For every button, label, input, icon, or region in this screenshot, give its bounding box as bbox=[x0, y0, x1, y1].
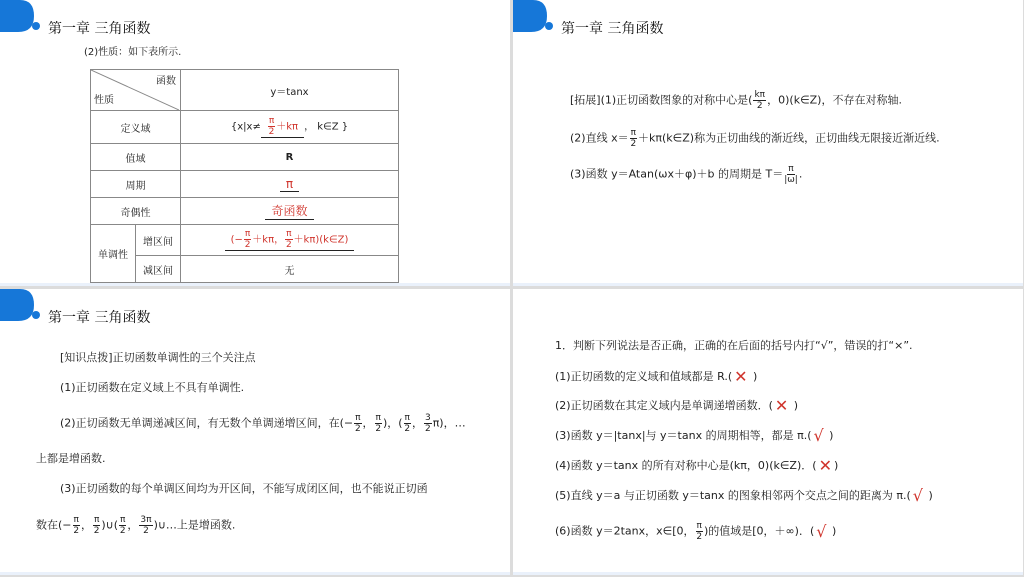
mono-label: 单调性 bbox=[91, 225, 136, 283]
tip-point-2-cont: 上都是增函数. bbox=[36, 452, 106, 465]
judge-item-6: (6)函数 y＝2tanx，x∈[0， $\frac{\pi}{2}$ )的值域是[0，＋∞)．( √ ) bbox=[555, 521, 837, 542]
judge-item-3: (3)函数 y＝|tanx|与 y＝tanx 的周期相等，都是 π.( √ ) bbox=[555, 426, 834, 445]
parity-label: 奇偶性 bbox=[91, 198, 181, 225]
slide-1 bbox=[0, 0, 510, 286]
chapter-title: 第一章 三角函数 bbox=[48, 21, 151, 37]
period-value: π bbox=[181, 171, 399, 198]
period-label: 周期 bbox=[91, 171, 181, 198]
domain-label: 定义域 bbox=[91, 111, 181, 144]
check-mark: √ bbox=[912, 486, 923, 505]
intro-text: (2)性质：如下表所示. bbox=[84, 47, 182, 58]
judge-item-1: (1)正切函数的定义域和值域都是 R.( ✕ ) bbox=[555, 367, 758, 386]
wrong-mark: ✕ bbox=[734, 367, 748, 386]
domain-value: {x|x≠ $\frac{\pi}{2}$ ＋kπ ， k∈Z } bbox=[181, 111, 399, 144]
tip-point-3: (3)正切函数的每个单调区间均为开区间，不能写成闭区间，也不能说正切函 bbox=[60, 482, 428, 495]
corner-decoration bbox=[513, 0, 553, 32]
check-mark: √ bbox=[816, 521, 827, 541]
corner-decoration bbox=[0, 0, 40, 32]
func-header: y＝tanx bbox=[181, 70, 399, 111]
inc-value: (− $\frac{\pi}{2}$ ＋kπ， $\frac{\pi}{2}$ ＋kπ)(k∈Z) bbox=[181, 225, 399, 256]
extension-line-1: [拓展](1)正切函数图象的对称中心是( $\frac{k\pi}{2}$ ，0)(k∈Z)，不存在对称轴. bbox=[570, 90, 902, 111]
dec-value: 无 bbox=[181, 256, 399, 283]
extension-line-2: (2)直线 x＝ $\frac{\pi}{2}$ ＋kπ(k∈Z)称为正切曲线的渐近线，正切曲线无限接近渐近线. bbox=[570, 128, 940, 149]
judge-item-4: (4)函数 y＝tanx 的所有对称中心是(kπ，0)(k∈Z)．( ✕ ) bbox=[555, 456, 839, 475]
judge-item-2: (2)正切函数在其定义域内是单调递增函数．( ✕ ) bbox=[555, 396, 799, 415]
inc-label: 增区间 bbox=[136, 225, 181, 256]
question-stem: 1．判断下列说法是否正确，正确的在后面的括号内打“√”，错误的打“×”. bbox=[555, 339, 913, 352]
chapter-title: 第一章 三角函数 bbox=[561, 21, 664, 37]
tip-point-1: (1)正切函数在定义域上不具有单调性. bbox=[60, 381, 245, 394]
tip-heading: [知识点拨]正切函数单调性的三个关注点 bbox=[60, 351, 256, 364]
corner-decoration bbox=[0, 289, 40, 321]
tip-point-3-cont: 数在(− $\frac{\pi}{2}$ ， $\frac{\pi}{2}$ )∪( $\frac{\pi}{2}$ ， $\frac{3\pi}{2}$ )∪…上是增函数. bbox=[36, 515, 236, 536]
tip-point-2: (2)正切函数无单调递减区间，有无数个单调递增区间，在(− $\frac{\pi}{2}$ ， $\frac{\pi}{2}$ )，( $\frac{\pi}{2}$ ， $\frac{3}{2}$ π)，… bbox=[60, 413, 466, 434]
extension-line-3: (3)函数 y＝Atan(ωx＋φ)＋b 的周期是 T＝ $\frac{\pi}{|\omega|}$ . bbox=[570, 164, 803, 185]
slide-3 bbox=[0, 289, 510, 575]
wrong-mark: ✕ bbox=[774, 396, 789, 415]
parity-value: 奇函数 bbox=[181, 198, 399, 225]
slide-2 bbox=[513, 0, 1023, 286]
judge-item-5: (5)直线 y＝a 与正切函数 y＝tanx 的图象相邻两个交点之间的距离为 π.( √ ) bbox=[555, 486, 933, 505]
range-value: R bbox=[181, 144, 399, 171]
properties-table bbox=[90, 69, 399, 283]
wrong-mark: ✕ bbox=[818, 456, 832, 475]
dec-label: 减区间 bbox=[136, 256, 181, 283]
check-mark: √ bbox=[813, 426, 824, 445]
table-corner: 函数 性质 bbox=[91, 70, 181, 111]
slide-4 bbox=[513, 289, 1023, 575]
chapter-title: 第一章 三角函数 bbox=[48, 310, 151, 326]
range-label: 值域 bbox=[91, 144, 181, 171]
